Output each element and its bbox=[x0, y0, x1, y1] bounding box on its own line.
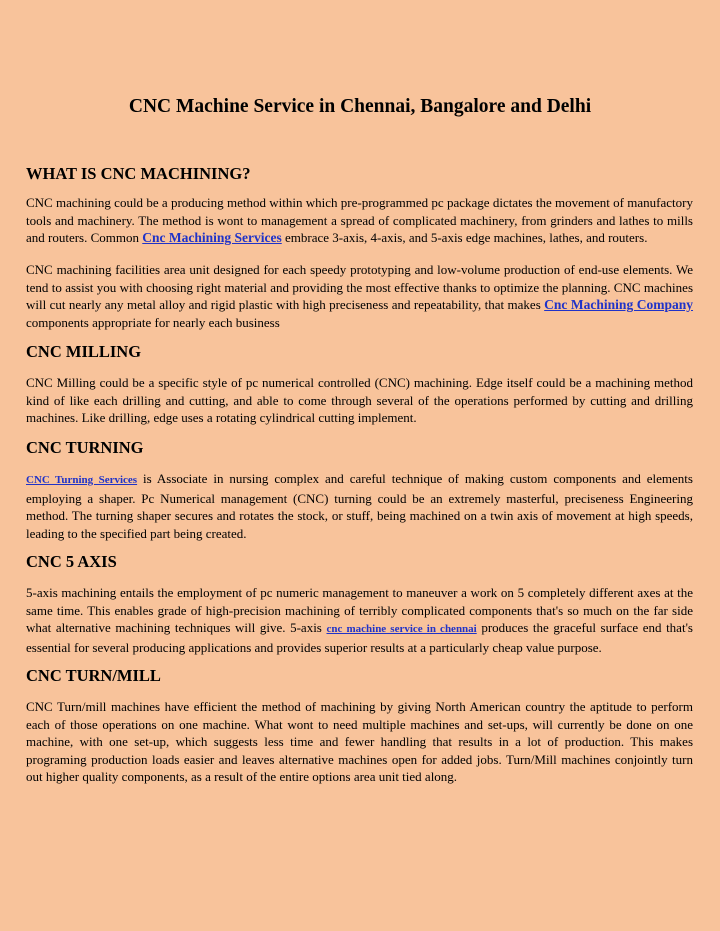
paragraph-cnc-5-axis bbox=[26, 584, 693, 656]
paragraph-text: produces the graceful surface end that's essential for several producing applications and provides superior results at a particularly cheap value purpose. bbox=[26, 620, 693, 655]
link-cnc-machining-services[interactable]: Cnc Machining Services bbox=[142, 230, 282, 245]
link-cnc-machining-company[interactable]: Cnc Machining Company bbox=[544, 297, 693, 312]
paragraph-cnc-machining-facilities bbox=[26, 261, 693, 331]
heading-cnc-turn-mill: CNC TURN/MILL bbox=[26, 666, 161, 685]
paragraph-cnc-milling: CNC Milling could be a specific style of pc numerical controlled (CNC) machining. Edge itself could be a machining method kind of like each drilling and cutting, and able to come through several of the operations performed by cutting and drilling machines. Like drilling, edge uses a rotating cylindrical cutting implement. bbox=[26, 375, 693, 425]
page-title: CNC Machine Service in Chennai, Bangalore and Delhi bbox=[128, 96, 592, 117]
paragraph-cnc-turn-mill: CNC Turn/mill machines have efficient the method of machining by giving North American country the aptitude to perform each of those operations on one machine. What wont to need multiple machines and set-ups, will currently be done on one machine, with one set-up, which suggests less time and fewer handling that results in a lot of production. This makes programing production loads easier and leaves alternative machines open for added jobs. Turn/Mill machines conjointly turn out higher quality components, as a result of the entire options area unit tied along. bbox=[26, 699, 693, 784]
heading-cnc-turning: CNC TURNING bbox=[26, 438, 144, 457]
paragraph-text: 5-axis machining entails the employment of pc numeric management to maneuver a work on 5 completely different axes at the same time. This enables grade of high-precision machining of terribly complicated components that's so much on the far side what alternative machining techniques will give. 5-axis bbox=[26, 585, 693, 635]
paragraph-cnc-turning bbox=[26, 470, 693, 542]
paragraph-text: embrace 3-axis, 4-axis, and 5-axis edge machines, lathes, and routers. bbox=[281, 230, 648, 245]
link-cnc-turning-services[interactable]: CNC Turning Services bbox=[26, 474, 138, 486]
link-cnc-machine-service-chennai[interactable]: cnc machine service in chennai bbox=[326, 623, 477, 635]
heading-cnc-milling: CNC MILLING bbox=[26, 342, 142, 361]
paragraph-cnc-machining-intro bbox=[26, 194, 693, 247]
paragraph-text: is Associate in nursing complex and careful technique of making custom components and elements employing a shaper. Pc Numerical management (CNC) turning could be an extremely masterful, preciseness Engineering method. The turning shaper secures and rotates the stock, or stuff, being machined on a twin axis of movement at high speeds, leading to the specified part being created. bbox=[26, 471, 693, 541]
heading-what-is-cnc-machining: WHAT IS CNC MACHINING? bbox=[26, 164, 251, 183]
paragraph-text: CNC machining facilities area unit designed for each speedy prototyping and low-volume production of end-use elements. We tend to assist you with choosing right material and providing the most effective thanks to optimize the planning. CNC machines will cut nearly any metal alloy and rigid plastic with high preciseness and repeatability, that makes bbox=[26, 262, 693, 312]
paragraph-text: CNC machining could be a producing method within which pre-programmed pc package dictates the movement of manufactory tools and machinery. The method is wont to management a spread of complicated machinery, from grinders and lathes to mills and routers. Common bbox=[26, 195, 693, 245]
heading-cnc-5-axis: CNC 5 AXIS bbox=[26, 552, 117, 571]
paragraph-text: components appropriate for nearly each business bbox=[26, 314, 280, 330]
